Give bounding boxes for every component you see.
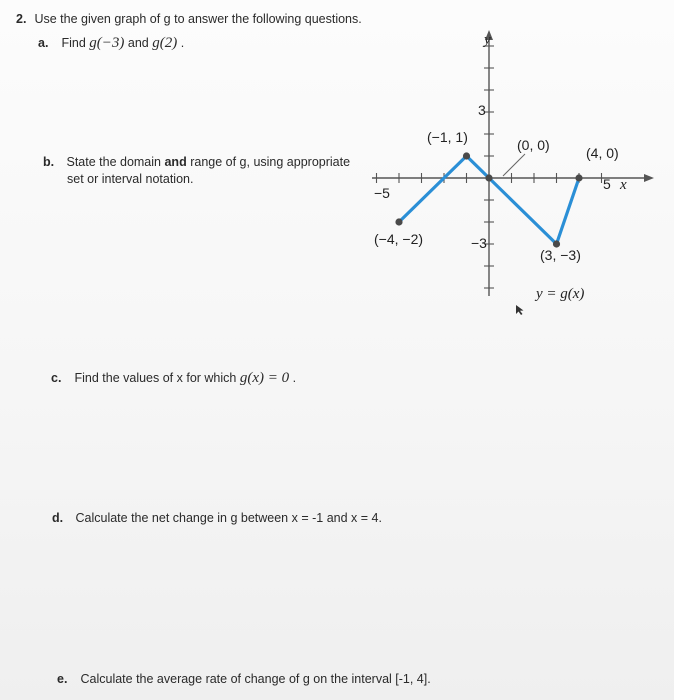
part-c-expr: g(x) = 0 [239,370,290,386]
graph-point [575,174,582,181]
part-d-label: d. [52,511,64,525]
part-e [57,671,431,688]
part-b-label: b. [43,155,55,169]
x-axis-label: x [620,177,627,193]
part-b-text2: range of g, using appropriate [190,155,351,169]
y-axis-label: y [484,32,491,48]
part-a [38,35,184,52]
part-a-text: Find [61,36,86,50]
point-label-4-0: (4, 0) [586,145,619,161]
point-label-neg4-neg2: (−4, −2) [374,231,424,247]
graph-point [395,218,402,225]
question-header [16,11,362,28]
part-a-expr1: g(−3) [89,35,125,51]
cursor-icon [515,304,525,316]
point-label-0-0: (0, 0) [517,137,550,153]
part-b-text1: State the domain [66,155,161,169]
y-tick-label-3: 3 [478,102,486,118]
x-tick-label-5: 5 [603,176,611,192]
y-tick-label-neg3: −3 [471,235,487,251]
part-b-bold-word: and [164,155,187,169]
point-label-3-neg3: (3, −3) [540,247,581,263]
question-number: 2. [16,12,27,26]
part-c-end: . [292,371,297,385]
part-d [52,510,382,527]
part-c-label: c. [51,371,62,385]
part-e-label: e. [57,672,68,686]
part-c [51,370,296,387]
part-a-label: a. [38,36,49,50]
graph-point [463,152,470,159]
function-graph [362,28,662,308]
part-e-text: Calculate the average rate of change of g on the interval [-1, 4]. [80,672,431,686]
x-axis-arrow-icon [644,174,654,182]
x-tick-label-neg5: −5 [374,185,390,201]
part-d-text: Calculate the net change in g between x = -1 and x = 4. [75,511,382,525]
part-b [43,154,350,188]
part-a-end: . [180,36,185,50]
point-label-neg1-1: (−1, 1) [427,129,468,145]
part-c-text: Find the values of x for which [74,371,237,385]
function-label: y = g(x) [536,286,585,302]
question-prompt: Use the given graph of g to answer the following questions. [34,12,362,26]
graph-point [485,174,492,181]
point-label-leader [503,154,525,176]
part-a-joiner: and [127,36,149,50]
part-b-line2: set or interval notation. [67,172,194,186]
part-a-expr2: g(2) [152,35,178,51]
